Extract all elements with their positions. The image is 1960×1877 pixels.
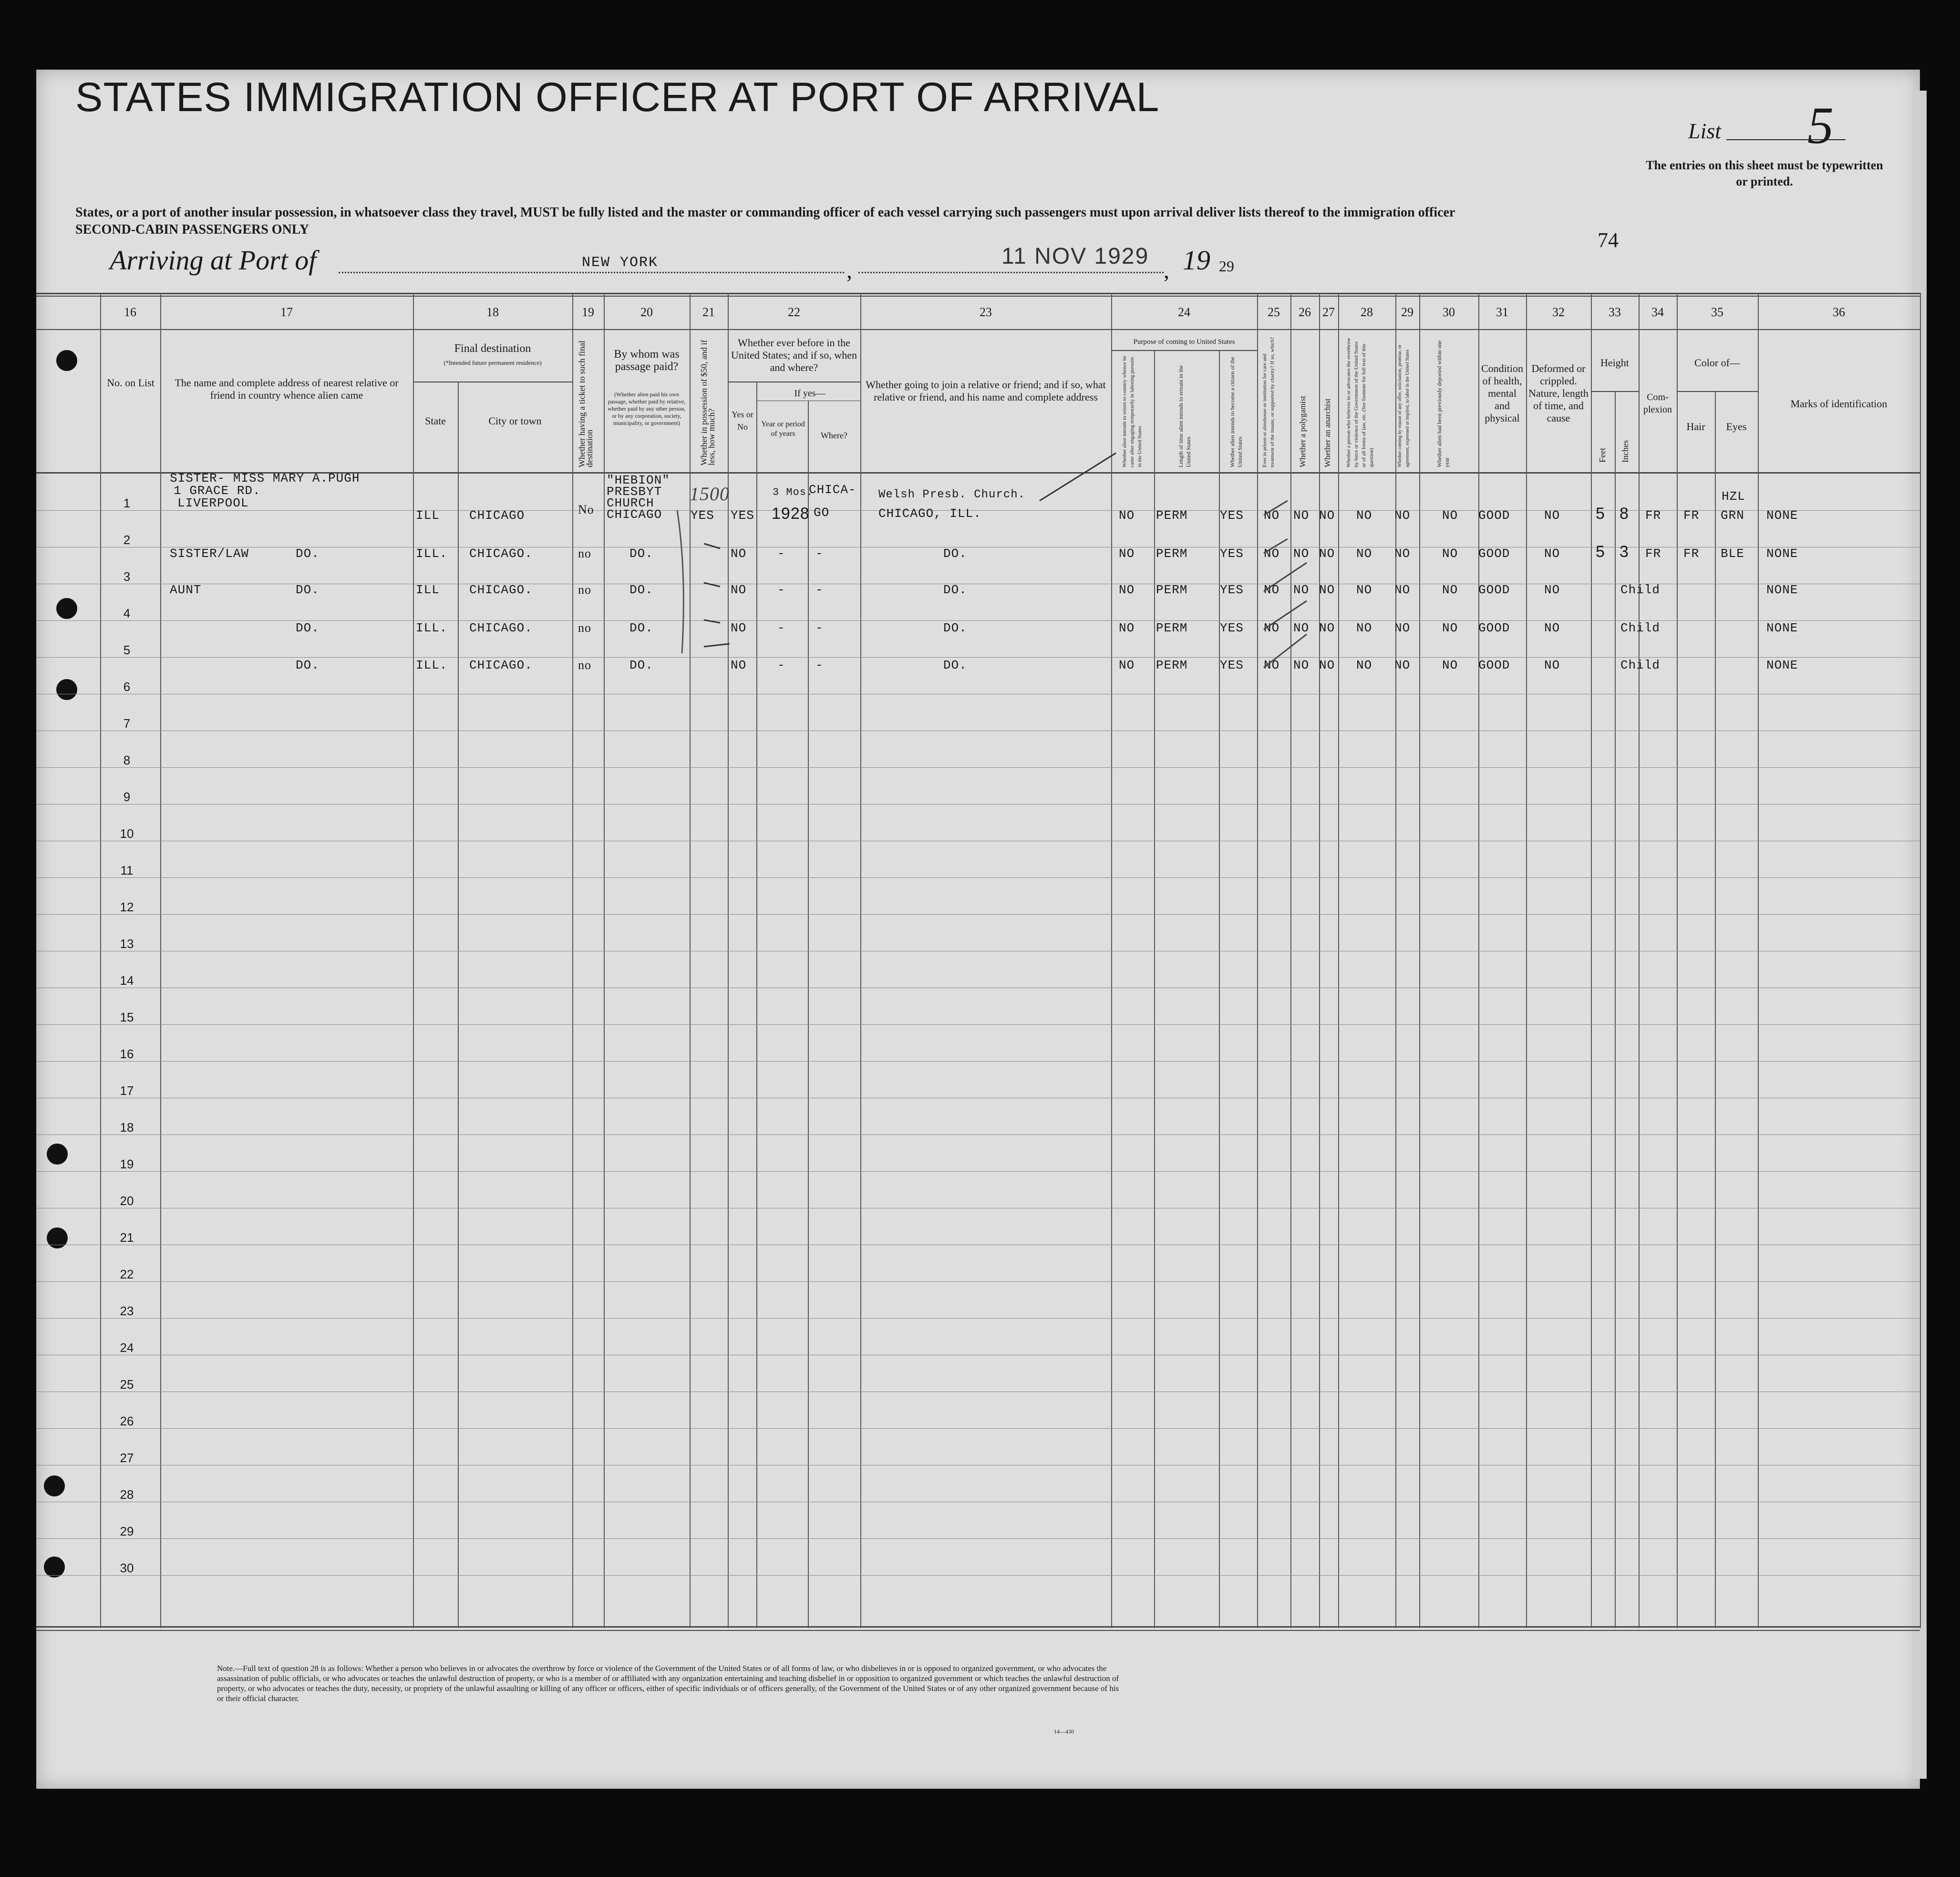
row-number: 1 xyxy=(123,496,131,510)
row5-question-29: NO xyxy=(1394,658,1411,672)
entries-note: The entries on this sheet must be typewritten or printed. xyxy=(1646,158,1883,188)
row4-anarchist: NO xyxy=(1319,621,1335,635)
header-deported: Whether alien had been previously deported within one year xyxy=(1436,340,1450,467)
header-ever-before: Whether ever before in the United States; and if so, when and where? xyxy=(731,337,857,373)
header-height: Height xyxy=(1600,357,1629,369)
row5-where: - xyxy=(815,658,824,672)
row1-complexion: FR xyxy=(1645,508,1661,523)
row5-ticket: no xyxy=(578,658,591,672)
column-number: 21 xyxy=(702,305,715,319)
row4-polygamist: NO xyxy=(1293,621,1310,635)
row1-question-29: NO xyxy=(1394,508,1411,523)
row2-citizen: YES xyxy=(1220,547,1244,561)
port-value: NEW YORK xyxy=(582,255,659,271)
row1-state: ILL xyxy=(416,508,440,523)
row4-city: CHICAGO. xyxy=(469,621,533,635)
header-feet: Feet xyxy=(1598,448,1607,463)
check-mark xyxy=(1040,453,1116,501)
row1-question-30: NO xyxy=(1442,508,1458,523)
row3-question-30: NO xyxy=(1442,583,1458,597)
row1-before: YES xyxy=(731,508,754,523)
row3-paid: DO. xyxy=(629,583,653,597)
column-number: 31 xyxy=(1496,305,1508,319)
row-number: 25 xyxy=(120,1377,134,1392)
row5-before: NO xyxy=(731,658,747,672)
header-nearest-relative: The name and complete address of nearest relative or friend in country whence alien came xyxy=(175,377,399,401)
column-number: 17 xyxy=(280,305,293,319)
check-mark xyxy=(1264,501,1310,668)
row-number: 9 xyxy=(123,790,131,804)
column-number: 26 xyxy=(1299,305,1311,319)
row-number: 28 xyxy=(120,1487,134,1502)
header-hair: Hair xyxy=(1686,421,1705,433)
row1-join-2: CHICAGO, ILL. xyxy=(878,506,981,521)
row5-length: PERM xyxy=(1156,658,1188,672)
row3-health: GOOD xyxy=(1478,583,1510,597)
row1-year: 1928 xyxy=(772,505,810,523)
column-number: 29 xyxy=(1401,305,1413,319)
row-number: 29 xyxy=(120,1524,134,1538)
row5-prison: NO xyxy=(1264,658,1280,672)
row-number: 20 xyxy=(120,1194,134,1208)
header-join-relative: Whether going to join a relative or friend; and if so, what relative or friend, and his name and complete address xyxy=(866,379,1106,403)
date-stamp: 11 NOV 1929 xyxy=(1001,244,1149,269)
row5-state: ILL. xyxy=(416,658,448,672)
row2-eyes: BLE xyxy=(1721,547,1744,561)
row2-question-29: NO xyxy=(1394,547,1411,561)
subtitle-line-1: States, or a port of another insular possession, in whatsoever class they travel, MUST be fully listed and the master or commanding officer of each vessel carrying such passengers must upon arrival deliver lists thereof to the immigration officer xyxy=(75,205,1455,220)
row-number: 21 xyxy=(120,1230,134,1245)
row5-year: - xyxy=(777,658,785,672)
row1-relative-address: 1 GRACE RD. xyxy=(174,484,261,498)
row2-question-30: NO xyxy=(1442,547,1458,561)
row1-eyes-top: HZL xyxy=(1722,489,1745,504)
row5-relative-do: DO. xyxy=(296,658,320,672)
header-yes-no: Yes or No xyxy=(732,410,753,432)
header-complexion: Com- plexion xyxy=(1643,392,1672,415)
row1-where: GO xyxy=(814,505,830,520)
row2-ticket: no xyxy=(578,547,591,560)
row1-money-note: 1500 xyxy=(690,483,730,505)
row1-citizen: YES xyxy=(1220,508,1244,523)
row1-relative-city: LIVERPOOL xyxy=(177,496,249,510)
header-final-destination: Final destination xyxy=(454,342,531,355)
row5-question-28: NO xyxy=(1356,658,1372,672)
arriving-label: Arriving at Port of xyxy=(110,245,317,276)
row2-anarchist: NO xyxy=(1319,547,1335,561)
row5-height: Child xyxy=(1620,658,1661,672)
header-length-stay: Length of time alien intends to remain in the United States xyxy=(1177,365,1192,467)
row2-join: DO. xyxy=(943,547,967,561)
row-number: 3 xyxy=(123,569,131,584)
header-anarchist: Whether an anarchist xyxy=(1323,398,1332,467)
subtitle-line-2: SECOND-CABIN PASSENGERS ONLY xyxy=(75,222,309,237)
row2-paid: DO. xyxy=(629,547,653,561)
row1-where-top: CHICA- xyxy=(809,483,856,497)
row-number: 30 xyxy=(120,1561,134,1575)
row3-relative-do: DO. xyxy=(296,583,320,597)
row2-length: PERM xyxy=(1156,547,1188,561)
row1-deformed: NO xyxy=(1544,508,1560,523)
row5-question-30: NO xyxy=(1442,658,1458,672)
row1-feet: 5 xyxy=(1596,505,1605,523)
row3-question-28: NO xyxy=(1356,583,1372,597)
header-color-of: Color of— xyxy=(1694,357,1740,369)
column-number: 35 xyxy=(1711,305,1723,319)
row5-deformed: NO xyxy=(1544,658,1560,672)
row1-paid-2: PRESBYT xyxy=(607,485,662,499)
row2-feet: 5 xyxy=(1596,543,1605,561)
comma: , xyxy=(846,258,852,283)
row1-eyes: GRN xyxy=(1721,508,1744,523)
row5-return: NO xyxy=(1119,658,1135,672)
row2-state: ILL. xyxy=(416,547,448,561)
row-number: 19 xyxy=(120,1157,134,1171)
row5-join: DO. xyxy=(943,658,967,672)
header-polygamist: Whether a polygamist xyxy=(1298,395,1307,467)
row4-deformed: NO xyxy=(1544,621,1560,635)
row3-city: CHICAGO. xyxy=(469,583,533,597)
row2-city: CHICAGO. xyxy=(469,547,533,561)
row4-year: - xyxy=(777,621,785,635)
row5-anarchist: NO xyxy=(1319,658,1335,672)
header-state: State xyxy=(425,415,446,427)
column-number: 27 xyxy=(1322,305,1335,319)
column-number: 24 xyxy=(1178,305,1190,319)
header-city: City or town xyxy=(488,415,542,427)
row4-ticket: no xyxy=(578,621,591,635)
row4-join: DO. xyxy=(943,621,967,635)
column-number: 22 xyxy=(788,305,800,319)
form-number: 14—430 xyxy=(1054,1728,1074,1735)
row1-return: NO xyxy=(1119,508,1135,523)
row1-money: YES xyxy=(691,508,714,523)
row4-relative-do: DO. xyxy=(296,621,320,635)
check-mark xyxy=(677,510,683,653)
column-number: 32 xyxy=(1552,305,1565,319)
row4-paid: DO. xyxy=(629,621,653,635)
row1-paid-4: CHICAGO xyxy=(607,507,662,522)
header-question-29: Whether coming by reason of any offer, solicitation, promise, or agreement, expressed or implied, to labor in the United States xyxy=(1397,344,1410,467)
list-number: 5 xyxy=(1807,96,1834,155)
row3-prison: NO xyxy=(1264,583,1280,597)
row1-hair: FR xyxy=(1683,508,1700,523)
row3-anarchist: NO xyxy=(1319,583,1335,597)
row5-city: CHICAGO. xyxy=(469,658,533,672)
row5-polygamist: NO xyxy=(1293,658,1310,672)
row4-marks: NONE xyxy=(1766,621,1798,635)
row1-city: CHICAGO xyxy=(469,508,525,523)
row-number: 16 xyxy=(120,1047,134,1061)
column-number: 30 xyxy=(1443,305,1455,319)
column-number: 20 xyxy=(640,305,653,319)
row3-height: Child xyxy=(1620,583,1661,597)
row1-join: Welsh Presb. Church. xyxy=(878,488,1026,501)
row5-citizen: YES xyxy=(1220,658,1244,672)
row1-marks: NONE xyxy=(1766,508,1798,523)
row4-citizen: YES xyxy=(1220,621,1244,635)
header-passage-paid-note: (Whether alien paid his own passage, whether paid by relative, whether paid by any other person, or by any corporation, society, municipality, or government) xyxy=(608,391,686,426)
row2-deformed: NO xyxy=(1544,547,1560,561)
row3-marks: NONE xyxy=(1766,583,1798,597)
row2-relative: SISTER/LAW xyxy=(170,547,249,561)
year-suffix: 29 xyxy=(1219,258,1234,275)
row-number: 12 xyxy=(120,900,134,914)
row3-year: - xyxy=(777,583,785,597)
row3-join: DO. xyxy=(943,583,967,597)
row3-where: - xyxy=(815,583,824,597)
row-number: 11 xyxy=(120,863,134,877)
row4-before: NO xyxy=(731,621,747,635)
row-number: 4 xyxy=(123,606,131,620)
row3-polygamist: NO xyxy=(1293,583,1310,597)
row1-paid-3: CHURCH xyxy=(607,496,654,510)
row5-health: GOOD xyxy=(1478,658,1510,672)
row2-hair: FR xyxy=(1683,547,1700,561)
row-number: 18 xyxy=(120,1120,134,1134)
header-return-country: Whether alien intends to return to country whence he came after engaging temporarily in laboring pursuits in the United States xyxy=(1122,356,1143,467)
column-number: 34 xyxy=(1651,305,1664,319)
row3-question-29: NO xyxy=(1394,583,1411,597)
row2-prison: NO xyxy=(1264,547,1280,561)
row4-state: ILL. xyxy=(416,621,448,635)
header-where: Where? xyxy=(821,431,847,440)
header-final-destination-note: (*Intended future permanent residence) xyxy=(444,359,542,366)
row3-citizen: YES xyxy=(1220,583,1244,597)
row-number: 8 xyxy=(123,753,131,767)
header-no-on-list: No. on List xyxy=(107,377,155,389)
row2-year: - xyxy=(777,547,785,561)
column-number: 33 xyxy=(1609,305,1621,319)
row2-health: GOOD xyxy=(1478,547,1510,561)
row3-length: PERM xyxy=(1156,583,1188,597)
row-number: 17 xyxy=(120,1083,134,1098)
header-deformed: Deformed or crippled. Nature, length of time, and cause xyxy=(1528,362,1589,424)
row-number: 23 xyxy=(120,1304,134,1318)
row1-paid: "HEBION" xyxy=(607,473,670,487)
row2-complexion: FR xyxy=(1645,547,1661,561)
header-purpose: Purpose of coming to United States xyxy=(1133,338,1235,346)
row2-marks: NONE xyxy=(1766,547,1798,561)
row4-where: - xyxy=(815,621,824,635)
header-citizen: Whether alien intends to become a citizen of the United States xyxy=(1229,357,1243,467)
header-inches: Inches xyxy=(1620,440,1630,463)
header-fifty-dollars: Whether in possession of $50, and if less, how much? xyxy=(699,340,716,465)
column-number: 16 xyxy=(124,305,136,319)
row4-prison: NO xyxy=(1264,621,1280,635)
row3-return: NO xyxy=(1119,583,1135,597)
row1-ticket: No xyxy=(578,503,594,516)
header-prison: Ever in prison or almshouse or institution for care and treatment of the insane, or supported by charity? If so, which? xyxy=(1262,337,1275,467)
column-number: 25 xyxy=(1268,305,1280,319)
row4-length: PERM xyxy=(1156,621,1188,635)
row1-health: GOOD xyxy=(1478,508,1510,523)
year-prefix: 19 xyxy=(1183,245,1210,276)
header-ticket: Whether having a ticket to such final destination xyxy=(577,340,594,467)
row1-length: PERM xyxy=(1156,508,1188,523)
page-title: STATES IMMIGRATION OFFICER AT PORT OF ARRIVAL xyxy=(75,74,1160,120)
row3-before: NO xyxy=(731,583,747,597)
list-label: List xyxy=(1688,119,1722,143)
row-number: 14 xyxy=(120,973,134,988)
row3-relative: AUNT xyxy=(170,583,202,597)
row3-state: ILL xyxy=(416,583,440,597)
row1-polygamist: NO xyxy=(1293,508,1310,523)
row1-question-28: NO xyxy=(1356,508,1372,523)
row-number: 13 xyxy=(120,937,134,951)
header-year: Year or period of years xyxy=(761,420,805,438)
row4-return: NO xyxy=(1119,621,1135,635)
row4-question-29: NO xyxy=(1394,621,1411,635)
row-number: 24 xyxy=(120,1341,134,1355)
row2-polygamist: NO xyxy=(1293,547,1310,561)
row4-question-28: NO xyxy=(1356,621,1372,635)
column-number: 28 xyxy=(1361,305,1373,319)
column-number: 36 xyxy=(1833,305,1845,319)
footnote: Note.—Full text of question 28 is as follows: Whether a person who believes in or advocates the overthrow by force or violence of the Government of the United States or of all forms of law, or who disbelieves in or is opposed to organized government, or who advocates the assassination of public officials, or who advocates or teaches the unlawful destruction of property, or who is a member of or affiliated with any organization entertaining and teaching disbelief in or opposition to organized government or which teaches the unlawful destruction of property, or who advocates or teaches the duty, necessity, or propriety of the unlawful assaulting or killing of any officer or officers, either of specific individuals or of officers generally, of the Government of the United States or of any other organized government because of his or their official character. xyxy=(217,1664,1119,1703)
header-passage-paid: By whom was passage paid? xyxy=(614,348,680,373)
header-if-yes: If yes— xyxy=(794,388,825,399)
row4-health: GOOD xyxy=(1478,621,1510,635)
row1-anarchist: NO xyxy=(1319,508,1335,523)
row1-year-period: 3 Mos. xyxy=(773,486,814,498)
row1-relative: SISTER- MISS MARY A.PUGH xyxy=(170,471,360,485)
row2-relative-do: DO. xyxy=(296,547,320,561)
header-marks: Marks of identification xyxy=(1790,398,1888,410)
stamp-number: 74 xyxy=(1598,228,1619,252)
row2-question-28: NO xyxy=(1356,547,1372,561)
header-eyes: Eyes xyxy=(1726,421,1747,433)
row3-deformed: NO xyxy=(1544,583,1560,597)
row1-inches: 8 xyxy=(1620,505,1629,523)
row4-height: Child xyxy=(1620,621,1661,635)
row5-paid: DO. xyxy=(629,658,653,672)
row2-before: NO xyxy=(731,547,747,561)
row3-ticket: no xyxy=(578,583,591,597)
row2-inches: 3 xyxy=(1620,543,1629,561)
column-number: 18 xyxy=(486,305,499,319)
row-number: 27 xyxy=(120,1451,134,1465)
row5-marks: NONE xyxy=(1766,658,1798,672)
row1-prison: NO xyxy=(1264,508,1280,523)
check-mark xyxy=(704,544,730,647)
row4-question-30: NO xyxy=(1442,621,1458,635)
row-number: 2 xyxy=(123,533,131,547)
row2-where: - xyxy=(815,547,824,561)
column-number: 19 xyxy=(582,305,594,319)
header-question-28: Whether a person who believes in or advocates the overthrow by force or violence of the Government of the United States or of all forms of law, etc. (See footnote for full text of this question) xyxy=(1346,338,1374,467)
row-number: 22 xyxy=(120,1267,134,1281)
column-number: 23 xyxy=(980,305,992,319)
comma: , xyxy=(1164,258,1169,283)
row-number: 7 xyxy=(123,716,131,731)
header-health: Condition of health, mental and physical xyxy=(1481,362,1523,424)
row-number: 6 xyxy=(123,680,131,694)
row-number: 10 xyxy=(120,826,134,841)
row-number: 15 xyxy=(120,1010,134,1024)
row-number: 26 xyxy=(120,1414,134,1428)
row2-return: NO xyxy=(1119,547,1135,561)
row-number: 5 xyxy=(123,643,131,657)
